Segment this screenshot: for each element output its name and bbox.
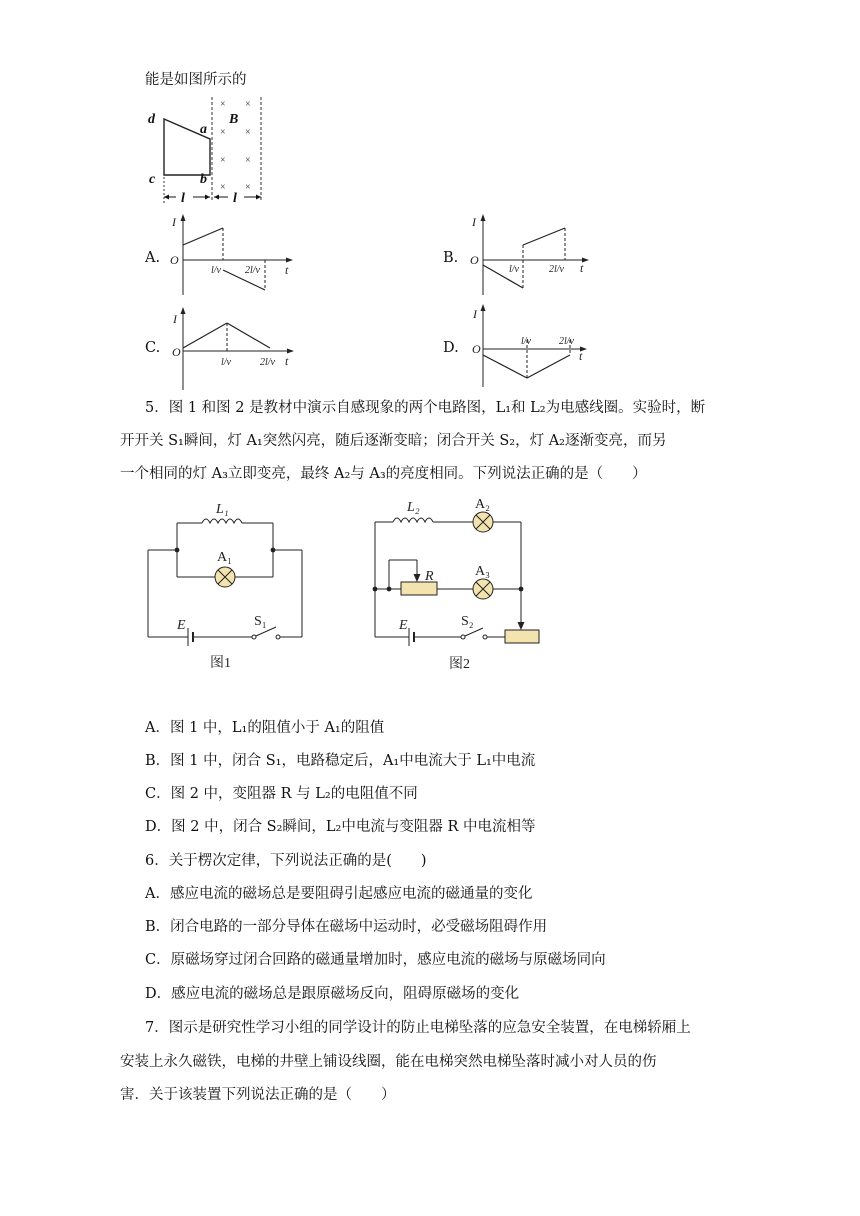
origin: O — [472, 342, 481, 356]
q7-line-3: 害．关于该装置下列说法正确的是（ ） — [120, 1087, 396, 1103]
cross-mark: × — [245, 127, 251, 138]
tick-2lv: 2l/v — [245, 265, 260, 276]
tick-lv: l/v — [211, 265, 221, 276]
tick-2lv: 2l/v — [559, 336, 574, 347]
loop-field-figure — [140, 95, 275, 210]
q6-stem: 6．关于楞次定律，下列说法正确的是( ) — [145, 853, 427, 869]
caption-fig1: 图1 — [210, 656, 231, 671]
label-a1: A₁ — [217, 550, 232, 565]
option-d-letter: D. — [443, 340, 459, 356]
axis-t: t — [285, 263, 289, 277]
graph-option-a — [165, 210, 295, 300]
q5-option-d: D．图 2 中，闭合 S₂瞬间，L₂中电流与变阻器 R 中电流相等 — [145, 819, 536, 835]
cross-mark: × — [245, 155, 251, 166]
option-a-letter: A. — [145, 250, 161, 266]
q6-option-a: A．感应电流的磁场总是要阻碍引起感应电流的磁通量的变化 — [145, 886, 533, 902]
label-d: d — [148, 112, 155, 127]
label-l2: L₂ — [407, 500, 420, 515]
option-b-letter: B. — [443, 250, 459, 266]
graph-option-d — [465, 300, 595, 390]
label-e: E — [177, 618, 186, 633]
label-B: B — [229, 112, 239, 127]
origin: O — [172, 345, 181, 359]
origin: O — [470, 253, 479, 267]
q5-line-1: 5．图 1 和图 2 是教材中演示自感现象的两个电路图，L₁和 L₂为电感线圈。实验时，断 — [145, 400, 706, 416]
caption-fig2: 图2 — [449, 657, 470, 672]
axis-t: t — [285, 354, 289, 368]
circuit-figure-1 — [140, 495, 310, 675]
tick-lv: l/v — [509, 264, 519, 275]
cross-mark: × — [245, 182, 251, 193]
q6-option-c: C．原磁场穿过闭合回路的磁通量增加时，感应电流的磁场与原磁场同向 — [145, 952, 606, 968]
graph-option-c — [165, 303, 300, 393]
q5-option-c: C．图 2 中，变阻器 R 与 L₂的电阻值不同 — [145, 786, 418, 802]
axis-t: t — [579, 349, 583, 363]
label-l-1: l — [181, 191, 185, 206]
cross-mark: × — [220, 155, 226, 166]
q5-line-2: 开开关 S₁瞬间，灯 A₁突然闪亮，随后逐渐变暗；闭合开关 S₂，灯 A₂逐渐变亮，而另 — [120, 433, 667, 449]
label-s2: S₂ — [461, 614, 474, 629]
origin: O — [170, 253, 179, 267]
q5-option-b: B．图 1 中，闭合 S₁，电路稳定后，A₁中电流大于 L₁中电流 — [145, 753, 536, 769]
q6-option-d: D．感应电流的磁场总是跟原磁场反向，阻碍原磁场的变化 — [145, 986, 520, 1002]
axis-i: I — [472, 215, 476, 229]
axis-i: I — [173, 312, 177, 326]
label-e: E — [399, 618, 408, 633]
label-l-2: l — [233, 191, 237, 206]
tick-lv: l/v — [521, 336, 531, 347]
label-a3: A₃ — [475, 564, 490, 579]
axis-i: I — [473, 307, 477, 321]
label-b: b — [200, 172, 207, 187]
cross-mark: × — [245, 99, 251, 110]
axis-t: t — [580, 261, 584, 275]
tick-lv: l/v — [221, 357, 231, 368]
graph-option-b — [465, 210, 595, 300]
label-r: R — [425, 569, 434, 584]
tick-2lv: 2l/v — [260, 357, 275, 368]
cross-mark: × — [220, 127, 226, 138]
label-c: c — [149, 172, 156, 187]
label-s1: S₁ — [254, 614, 267, 629]
q5-option-a: A．图 1 中，L₁的阻值小于 A₁的阻值 — [145, 720, 385, 736]
axis-i: I — [172, 215, 176, 229]
cross-mark: × — [220, 182, 226, 193]
tick-2lv: 2l/v — [549, 264, 564, 275]
label-l1: L₁ — [216, 502, 229, 517]
q5-line-3: 一个相同的灯 A₃立即变亮，最终 A₂与 A₃的亮度相同。下列说法正确的是（ ） — [120, 466, 647, 482]
circuit-figure-2 — [365, 492, 550, 677]
q7-line-2: 安装上永久磁铁，电梯的井壁上铺设线圈，能在电梯突然电梯坠落时减小对人员的伤 — [120, 1054, 657, 1070]
option-c-letter: C. — [145, 340, 161, 356]
intro-text: 能是如图所示的 — [145, 72, 247, 88]
cross-mark: × — [220, 99, 226, 110]
label-a: a — [200, 122, 207, 137]
label-a2: A₂ — [475, 497, 490, 512]
q7-line-1: 7．图示是研究性学习小组的同学设计的防止电梯坠落的应急安全装置，在电梯轿厢上 — [145, 1020, 691, 1036]
q6-option-b: B．闭合电路的一部分导体在磁场中运动时，必受磁场阻碍作用 — [145, 919, 548, 935]
